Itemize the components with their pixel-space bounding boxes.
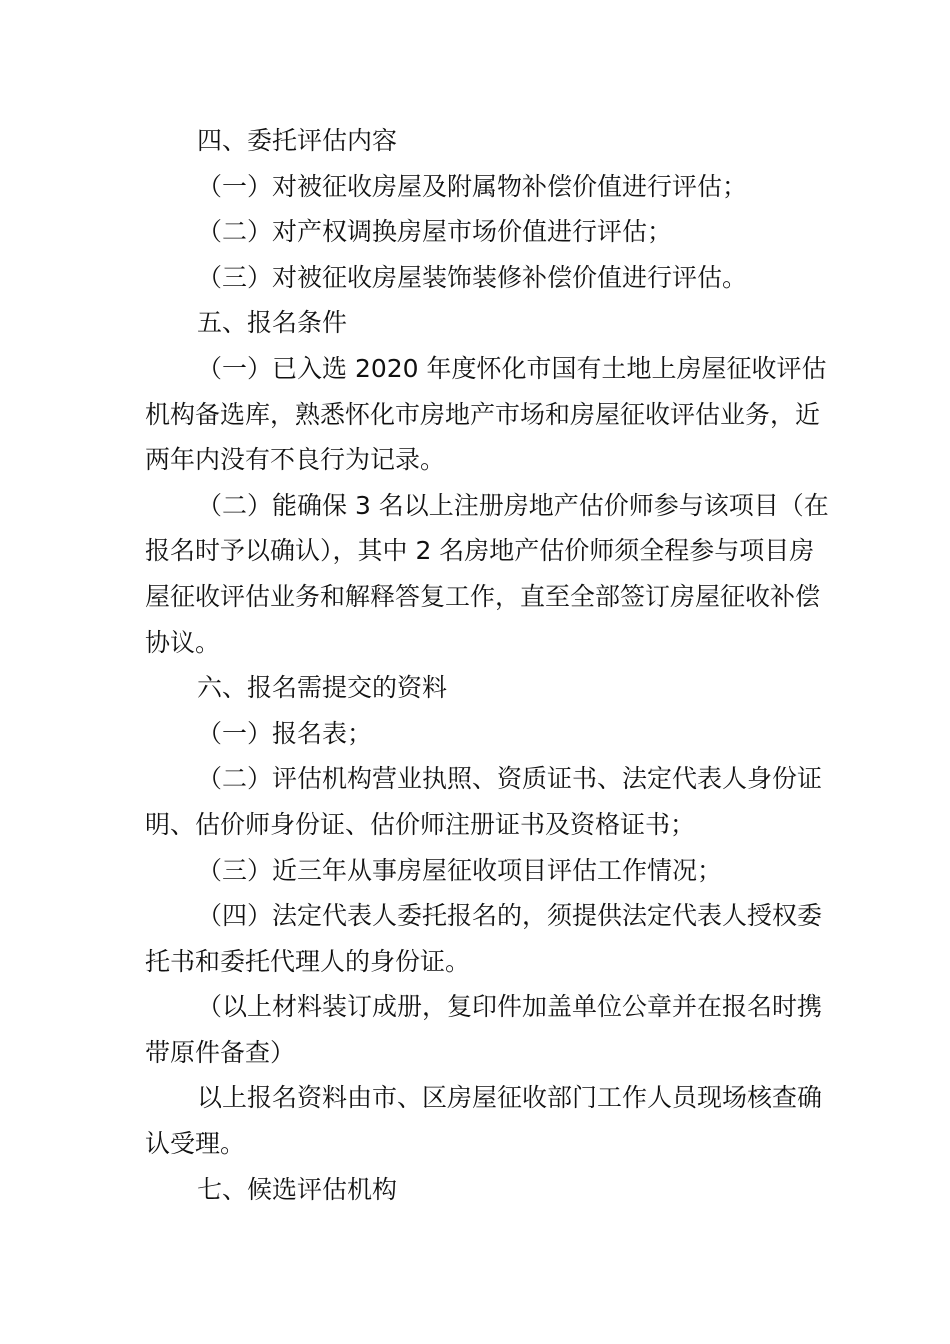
section-heading-candidate-agencies: 七、候选评估机构 (197, 1174, 398, 1204)
section-heading-required-materials: 六、报名需提交的资料 (197, 673, 448, 703)
list-item: （三）对被征收房屋装饰装修补偿价值进行评估。 (197, 262, 748, 292)
section-heading-entrusted-content: 四、委托评估内容 (197, 126, 398, 155)
section-heading-registration-conditions: 五、报名条件 (197, 308, 348, 338)
document-body (145, 118, 835, 1212)
list-item: （一）已入选 2020 年度怀化市国有土地上房屋征收评估机构备选库，熟悉怀化市房地产市场和房屋征收评估业务，近两年内没有不良行为记录。 (145, 353, 827, 475)
body-paragraph: 以上报名资料由市、区房屋征收部门工作人员现场核查确认受理。 (145, 1083, 823, 1159)
list-item: （一）报名表； (197, 718, 373, 748)
note-paragraph: （以上材料装订成册，复印件加盖单位公章并在报名时携带原件备查） (145, 992, 823, 1067)
list-item: （一）对被征收房屋及附属物补偿价值进行评估； (197, 171, 748, 201)
list-item: （三）近三年从事房屋征收项目评估工作情况； (197, 855, 723, 885)
list-item: （四）法定代表人委托报名的，须提供法定代表人授权委托书和委托代理人的身份证。 (145, 901, 823, 976)
list-item: （二）对产权调换房屋市场价值进行评估； (197, 217, 673, 247)
list-item: （二）评估机构营业执照、资质证书、法定代表人身份证明、估价师身份证、估价师注册证书及资格证书； (145, 764, 823, 839)
list-item: （二）能确保 3 名以上注册房地产估价师参与该项目（在报名时予以确认），其中 2 名房地产估价师须全程参与项目房屋征收评估业务和解释答复工作，直至全部签订房屋征收补偿协议。 (145, 490, 829, 657)
